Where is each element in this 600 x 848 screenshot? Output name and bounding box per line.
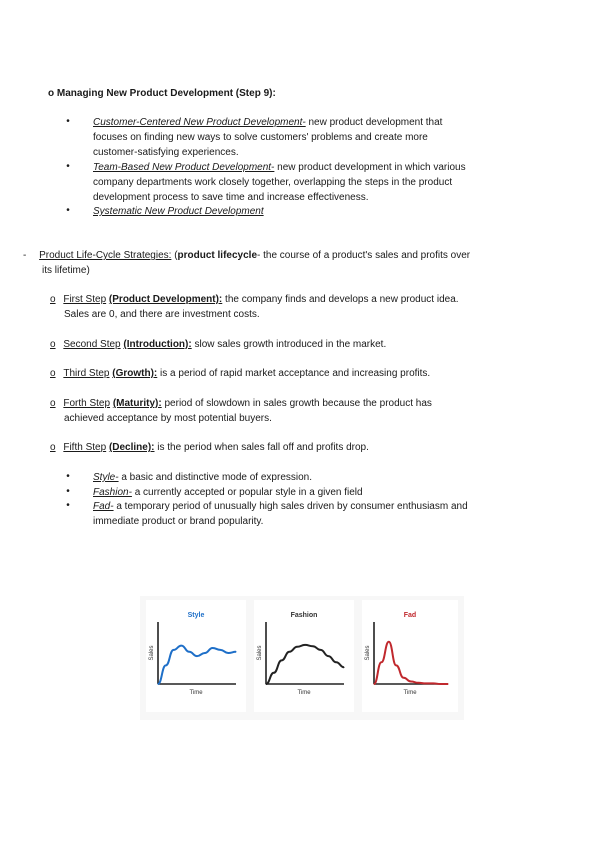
bullet-fashion bbox=[93, 486, 363, 500]
step-text: is a period of rapid market acceptance and increasing profits. bbox=[160, 368, 431, 379]
step-label: Fifth Step bbox=[63, 442, 107, 453]
x-axis-label: Time bbox=[297, 690, 311, 696]
data-point bbox=[189, 651, 190, 652]
step-text: slow sales growth introduced in the market. bbox=[194, 339, 387, 350]
data-point bbox=[181, 645, 182, 646]
data-point bbox=[265, 683, 266, 684]
lifecycle-charts bbox=[140, 596, 464, 720]
bullet-text: a currently accepted or popular style in a given field bbox=[134, 487, 363, 498]
data-point bbox=[447, 683, 448, 684]
bullet-term: Fashion- bbox=[93, 487, 132, 498]
data-point bbox=[273, 672, 274, 673]
step-marker: o bbox=[50, 398, 56, 409]
bullet-term: Fad- bbox=[93, 501, 114, 512]
step-text: period of slowdown in sales growth because the product has bbox=[164, 398, 432, 409]
step-stage: (Product Development): bbox=[108, 294, 223, 305]
step-label: First Step bbox=[63, 294, 107, 305]
heading-marker: o bbox=[48, 88, 55, 99]
bullet-line: focuses on finding new ways to solve customers' problems and create more bbox=[93, 132, 428, 143]
section1-heading bbox=[48, 87, 276, 101]
data-point bbox=[204, 652, 205, 653]
bullet-line: development process to save time and increase effectiveness. bbox=[93, 192, 369, 203]
data-point bbox=[396, 665, 397, 666]
chart-fad bbox=[362, 600, 458, 712]
data-point bbox=[440, 683, 441, 684]
definition-text: - the course of a product's sales and profits over bbox=[257, 250, 471, 261]
step-marker: o bbox=[50, 294, 56, 305]
chart-style bbox=[146, 600, 246, 712]
heading-text: Managing New Product Development (Step 9): bbox=[56, 88, 276, 99]
data-point bbox=[328, 656, 329, 657]
chart-fashion bbox=[254, 600, 354, 712]
step-line: Sales are 0, and there are investment costs. bbox=[64, 309, 260, 320]
paren-open: ( bbox=[174, 250, 178, 261]
data-point bbox=[289, 651, 290, 652]
data-point bbox=[196, 656, 197, 657]
bullet-dot: • bbox=[66, 471, 70, 482]
data-point bbox=[336, 662, 337, 663]
dash-marker: - bbox=[23, 250, 27, 261]
bullet-line: company departments work closely together, overlapping the steps in the product bbox=[93, 177, 453, 188]
step-marker: o bbox=[50, 368, 56, 379]
step-first bbox=[50, 293, 459, 307]
data-point bbox=[381, 662, 382, 663]
bullet-customer-centered bbox=[93, 116, 442, 130]
data-point bbox=[165, 665, 166, 666]
bullet-dot: • bbox=[66, 116, 70, 127]
data-point bbox=[235, 651, 236, 652]
step-stage: (Introduction): bbox=[123, 339, 192, 350]
data-point bbox=[433, 683, 434, 684]
section2-title: Product Life-Cycle Strategies: bbox=[39, 250, 172, 261]
data-point bbox=[403, 677, 404, 678]
bullet-systematic: Systematic New Product Development bbox=[93, 206, 264, 217]
bullet-team-based bbox=[93, 161, 466, 175]
y-axis-label: Sales bbox=[149, 645, 155, 661]
step-label: Third Step bbox=[63, 368, 110, 379]
bullet-text: new product development in which various bbox=[277, 162, 466, 173]
chart-title: Fad bbox=[403, 612, 417, 619]
data-point bbox=[320, 649, 321, 650]
step-marker: o bbox=[50, 339, 56, 350]
data-point bbox=[157, 683, 158, 684]
step-second bbox=[50, 338, 386, 352]
definition-continuation: its lifetime) bbox=[42, 265, 90, 276]
bullet-line: customer-satisfying experiences. bbox=[93, 147, 239, 158]
bullet-fad bbox=[93, 500, 468, 514]
step-label: Second Step bbox=[63, 339, 121, 350]
data-point bbox=[312, 646, 313, 647]
y-axis-label: Sales bbox=[365, 645, 371, 661]
y-axis-label: Sales bbox=[257, 645, 263, 661]
data-point bbox=[418, 682, 419, 683]
bullet-style bbox=[93, 471, 312, 485]
data-point bbox=[425, 683, 426, 684]
data-point bbox=[410, 681, 411, 682]
bullet-line: immediate product or brand popularity. bbox=[93, 516, 264, 527]
data-point bbox=[228, 652, 229, 653]
chart-title: Style bbox=[187, 612, 205, 619]
data-point bbox=[343, 667, 344, 668]
step-third bbox=[50, 367, 430, 381]
step-text: is the period when sales fall off and profits drop. bbox=[157, 442, 369, 453]
step-label: Forth Step bbox=[63, 398, 111, 409]
step-line: achieved acceptance by most potential buyers. bbox=[64, 413, 272, 424]
x-axis-label: Time bbox=[189, 690, 203, 696]
data-point bbox=[212, 647, 213, 648]
chart-title: Fashion bbox=[290, 612, 318, 619]
bullet-text: a basic and distinctive mode of expression. bbox=[121, 472, 313, 483]
definition-term: product lifecycle bbox=[177, 250, 257, 261]
data-point bbox=[281, 660, 282, 661]
step-text: the company finds and develops a new product idea. bbox=[225, 294, 459, 305]
step-marker: o bbox=[50, 442, 56, 453]
section2-title-line bbox=[23, 249, 470, 263]
bullet-text: a temporary period of unusually high sales driven by consumer enthusiasm and bbox=[116, 501, 468, 512]
x-axis-label: Time bbox=[403, 690, 417, 696]
data-point bbox=[304, 644, 305, 645]
step-stage: (Growth): bbox=[112, 368, 158, 379]
step-stage: (Maturity): bbox=[112, 398, 162, 409]
bullet-dot: • bbox=[66, 486, 70, 497]
bullet-dot: • bbox=[66, 205, 70, 216]
bullet-text: new product development that bbox=[308, 117, 443, 128]
bullet-dot: • bbox=[66, 161, 70, 172]
data-point bbox=[388, 641, 389, 642]
data-point bbox=[173, 649, 174, 650]
step-stage: (Decline): bbox=[108, 442, 155, 453]
step-fifth bbox=[50, 441, 369, 455]
bullet-term: Team-Based New Product Development- bbox=[93, 162, 275, 173]
bullet-dot: • bbox=[66, 500, 70, 511]
data-point bbox=[297, 646, 298, 647]
data-point bbox=[373, 683, 374, 684]
data-point bbox=[220, 649, 221, 650]
step-forth bbox=[50, 397, 432, 411]
bullet-term: Style- bbox=[93, 472, 119, 483]
bullet-term: Customer-Centered New Product Development- bbox=[93, 117, 306, 128]
